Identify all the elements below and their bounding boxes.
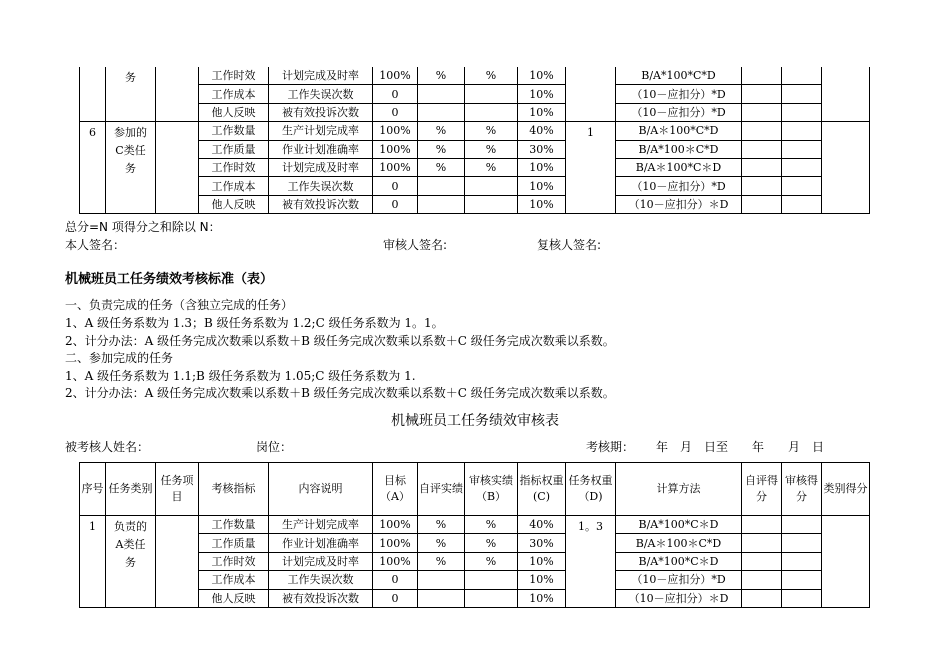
standard-line: 2、计分办法：A 级任务完成次数乘以系数＋B 级任务完成次数乘以系数＋C 级任务完成次数乘以系数。	[65, 386, 615, 400]
indicator: 工作成本	[199, 571, 269, 589]
seq: 1	[80, 516, 106, 608]
indicator: 他人反映	[199, 589, 269, 607]
target: 100%	[373, 552, 418, 570]
header-cell: 自评得分	[742, 463, 782, 516]
total-score-rule: 总分=N 项得分之和除以 N：	[65, 220, 221, 234]
header-cell: 内容说明	[269, 463, 373, 516]
header-cell: 审核得分	[782, 463, 822, 516]
table-row	[80, 85, 870, 103]
content: 生产计划完成率	[269, 122, 373, 140]
standard-line: 1、A 级任务系数为 1.3；B 级任务系数为 1.2;C 级任务系数为 1。1。	[65, 316, 444, 330]
standard-line: 1、A 级任务系数为 1.1;B 级任务系数为 1.05;C 级任务系数为 1.	[65, 369, 416, 383]
content: 工作失误次数	[269, 571, 373, 589]
target: 0	[373, 103, 418, 121]
audit-result: %	[465, 516, 518, 534]
method: B/A*100*C＊D	[616, 552, 742, 570]
standard-line: 2、计分办法：A 级任务完成次数乘以系数＋B 级任务完成次数乘以系数＋C 级任务完成次数乘以系数。	[65, 334, 615, 348]
self-result	[418, 103, 465, 121]
content: 计划完成及时率	[269, 67, 373, 85]
self-result: %	[418, 534, 465, 552]
method: B/A*100＊C*D	[616, 140, 742, 158]
weight: 10%	[518, 195, 566, 213]
target: 0	[373, 589, 418, 607]
self-result	[418, 177, 465, 195]
weight: 30%	[518, 534, 566, 552]
header-cell: 序号	[80, 463, 106, 516]
content: 计划完成及时率	[269, 158, 373, 176]
method: （10－应扣分）*D	[616, 85, 742, 103]
table-row	[80, 195, 870, 213]
table-row	[80, 140, 870, 158]
audit-result	[465, 177, 518, 195]
audit-result: %	[465, 122, 518, 140]
header-cell: 任务项目	[156, 463, 199, 516]
indicator: 工作成本	[199, 85, 269, 103]
standard-line: 一、负责完成的任务（含独立完成的任务）	[65, 298, 294, 312]
task-weight: 1	[566, 122, 616, 214]
header-cell: 指标权重(C)	[518, 463, 566, 516]
audit-result: %	[465, 67, 518, 85]
weight: 10%	[518, 103, 566, 121]
audit-result	[465, 103, 518, 121]
standard-title: 机械班员工任务绩效考核标准（表）	[65, 272, 274, 287]
weight: 10%	[518, 552, 566, 570]
self-result	[418, 195, 465, 213]
indicator: 工作时效	[199, 67, 269, 85]
audit-result	[465, 571, 518, 589]
target: 100%	[373, 140, 418, 158]
auditor-signature-label: 审核人签名:	[383, 238, 448, 252]
target: 0	[373, 571, 418, 589]
table-row	[80, 103, 870, 121]
content: 工作失误次数	[269, 85, 373, 103]
position-label: 岗位：	[256, 440, 293, 454]
table-row	[80, 67, 870, 85]
target: 100%	[373, 516, 418, 534]
audit-result: %	[465, 158, 518, 176]
self-result: %	[418, 552, 465, 570]
self-result: %	[418, 67, 465, 85]
standard-line: 二、参加完成的任务	[65, 351, 174, 365]
period-value: 年 月 日至 年 月 日	[656, 440, 825, 454]
header-cell: 目标（A）	[373, 463, 418, 516]
audit-result: %	[465, 552, 518, 570]
self-result	[418, 571, 465, 589]
weight: 10%	[518, 67, 566, 85]
table-row	[80, 571, 870, 589]
table-row	[80, 552, 870, 570]
indicator: 工作时效	[199, 158, 269, 176]
top-table	[79, 67, 870, 214]
audit-result	[465, 589, 518, 607]
indicator: 他人反映	[199, 195, 269, 213]
table-row	[80, 122, 870, 140]
method: B/A*100*C*D	[616, 67, 742, 85]
method: B/A＊100＊C*D	[616, 534, 742, 552]
audit-result	[465, 85, 518, 103]
indicator: 工作数量	[199, 122, 269, 140]
header-cell: 任务权重（D)	[566, 463, 616, 516]
content: 作业计划准确率	[269, 140, 373, 158]
target: 0	[373, 195, 418, 213]
audit-form-title: 机械班员工任务绩效审核表	[391, 413, 559, 429]
seq: 6	[80, 122, 106, 214]
header-cell: 任务类别	[106, 463, 156, 516]
target: 100%	[373, 158, 418, 176]
self-signature-label: 本人签名：	[65, 238, 126, 252]
examinee-name-label: 被考核人姓名：	[65, 440, 150, 454]
audit-result	[465, 195, 518, 213]
indicator: 工作数量	[199, 516, 269, 534]
content: 被有效投诉次数	[269, 589, 373, 607]
table-row	[80, 158, 870, 176]
method: （10－应扣分）＊D	[616, 589, 742, 607]
content: 计划完成及时率	[269, 552, 373, 570]
weight: 10%	[518, 571, 566, 589]
method: （10－应扣分）＊D	[616, 195, 742, 213]
header-cell: 类别得分	[822, 463, 870, 516]
table-row	[80, 177, 870, 195]
task-category: 参加的C类任务	[106, 122, 156, 214]
audit-result: %	[465, 534, 518, 552]
self-result: %	[418, 140, 465, 158]
table-header-row	[80, 463, 870, 516]
audit-table	[79, 462, 870, 608]
indicator: 工作时效	[199, 552, 269, 570]
weight: 10%	[518, 177, 566, 195]
weight: 10%	[518, 158, 566, 176]
indicator: 工作成本	[199, 177, 269, 195]
content: 生产计划完成率	[269, 516, 373, 534]
content: 工作失误次数	[269, 177, 373, 195]
indicator: 他人反映	[199, 103, 269, 121]
reviewer-signature-label: 复核人签名:	[537, 238, 602, 252]
table-row	[80, 534, 870, 552]
self-result: %	[418, 516, 465, 534]
target: 100%	[373, 122, 418, 140]
self-result: %	[418, 158, 465, 176]
header-cell: 自评实绩	[418, 463, 465, 516]
method: B/A＊100*C*D	[616, 122, 742, 140]
audit-result: %	[465, 140, 518, 158]
content: 被有效投诉次数	[269, 103, 373, 121]
header-cell: 考核指标	[199, 463, 269, 516]
weight: 30%	[518, 140, 566, 158]
weight: 10%	[518, 589, 566, 607]
header-cell: 计算方法	[616, 463, 742, 516]
weight: 10%	[518, 85, 566, 103]
task-weight: 1。3	[566, 516, 616, 608]
target: 100%	[373, 534, 418, 552]
method: B/A＊100*C＊D	[616, 158, 742, 176]
task-category: 负责的A类任务	[106, 516, 156, 608]
self-result: %	[418, 122, 465, 140]
content: 被有效投诉次数	[269, 195, 373, 213]
indicator: 工作质量	[199, 534, 269, 552]
method: （10－应扣分）*D	[616, 571, 742, 589]
method: B/A*100*C＊D	[616, 516, 742, 534]
content: 作业计划准确率	[269, 534, 373, 552]
method: （10－应扣分）*D	[616, 177, 742, 195]
header-cell: 审核实绩（B）	[465, 463, 518, 516]
target: 0	[373, 177, 418, 195]
method: （10－应扣分）*D	[616, 103, 742, 121]
table-row	[80, 516, 870, 534]
target: 0	[373, 85, 418, 103]
weight: 40%	[518, 122, 566, 140]
weight: 40%	[518, 516, 566, 534]
self-result	[418, 85, 465, 103]
indicator: 工作质量	[199, 140, 269, 158]
task-category: 务	[106, 67, 156, 122]
table-row	[80, 589, 870, 607]
period-label: 考核期：	[586, 440, 635, 454]
self-result	[418, 589, 465, 607]
target: 100%	[373, 67, 418, 85]
